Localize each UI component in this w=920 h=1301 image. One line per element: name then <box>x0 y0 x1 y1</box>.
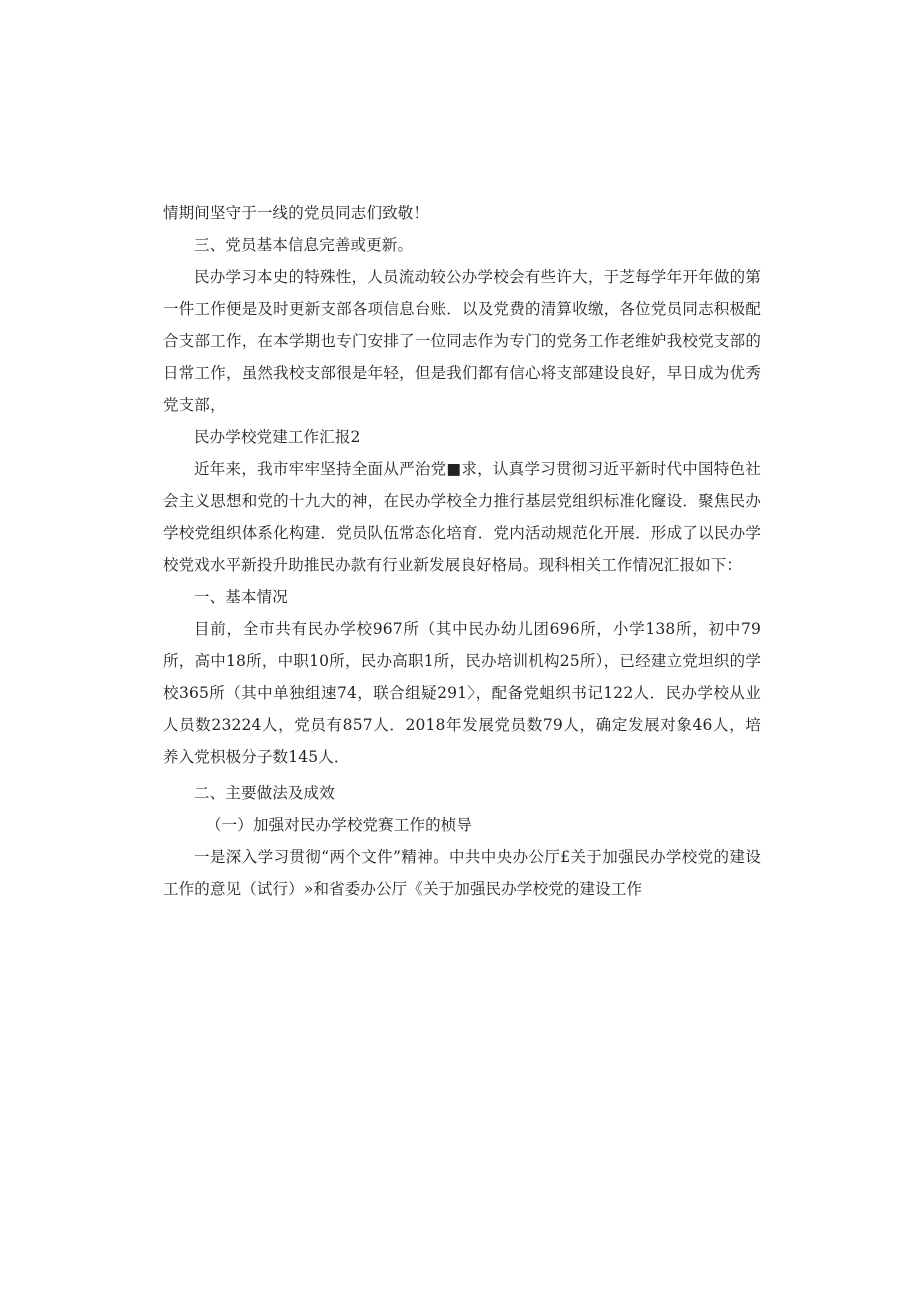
paragraph-continuation: 情期间坚守于一线的党员同志们致敬！ <box>163 204 430 222</box>
paragraph-two-documents: 一是深入学习贯彻“两个文件”精神。中共中央办公厅£关于加强民办学校党的建设工作的意见（试行）»和省委办公厅《关于加强民办学校党的建设工作 <box>163 848 761 898</box>
paragraph-member-info: 民办学习本史的特殊性，人员流动较公办学校会有些许大，于芝每学年开年做的第一件工作便是及时更新支部各项信息台账．以及党费的清算收缴，各位党员同志积极配合支部工作，在本学期也专门安排了一位同志作为专门的党务工作老维妒我校党支部的日常工作，虽然我校支部很是年轻，但是我们都有信心将支部建设良好，早日成为优秀党支部， <box>163 268 761 414</box>
document-body <box>163 197 761 905</box>
subsection-heading-leadership: （一）加强对民办学校党赛工作的桢导 <box>206 816 473 834</box>
section-heading-basic-situation: 一、基本情况 <box>194 588 288 606</box>
report-title-2: 民办学校党建工作汇报2 <box>194 428 361 446</box>
section-heading-main-practices: 二、主要做法及成效 <box>194 784 335 802</box>
paragraph-basic-situation: 目前，全市共有民办学校967所（其中民办幼儿团696所，小学138所，初中79所，高中18所，中职10所，民办高职1所，民办培训机构25所），已经建立党坦织的学校365所（其中单独组速74，联合组疑291〉，配备党蛆织书记122人．民办学校从业人员数23224人，党员有857人．2018年发展党员数79人，确定发展对象46人，培养入党枳极分子数145人． <box>163 620 761 766</box>
paragraph-intro: 近年来，我市牢牢坚持全面从严治党■求，认真学习贯彻习近平新时代中国特色社会主义思想和党的十九大的神，在民办学校全力推行基层党组织标准化窿设．聚焦民办学校党组织体系化构建．党员队伍常态化培育．党内活动规范化开展．形成了以民办学校党戏水平新投升助推民办款有行业新发展良好格局。现科相关工作情况汇报如下： <box>163 460 761 574</box>
section-heading-member-info: 三、党员基本信息完善或更新。 <box>194 236 414 254</box>
